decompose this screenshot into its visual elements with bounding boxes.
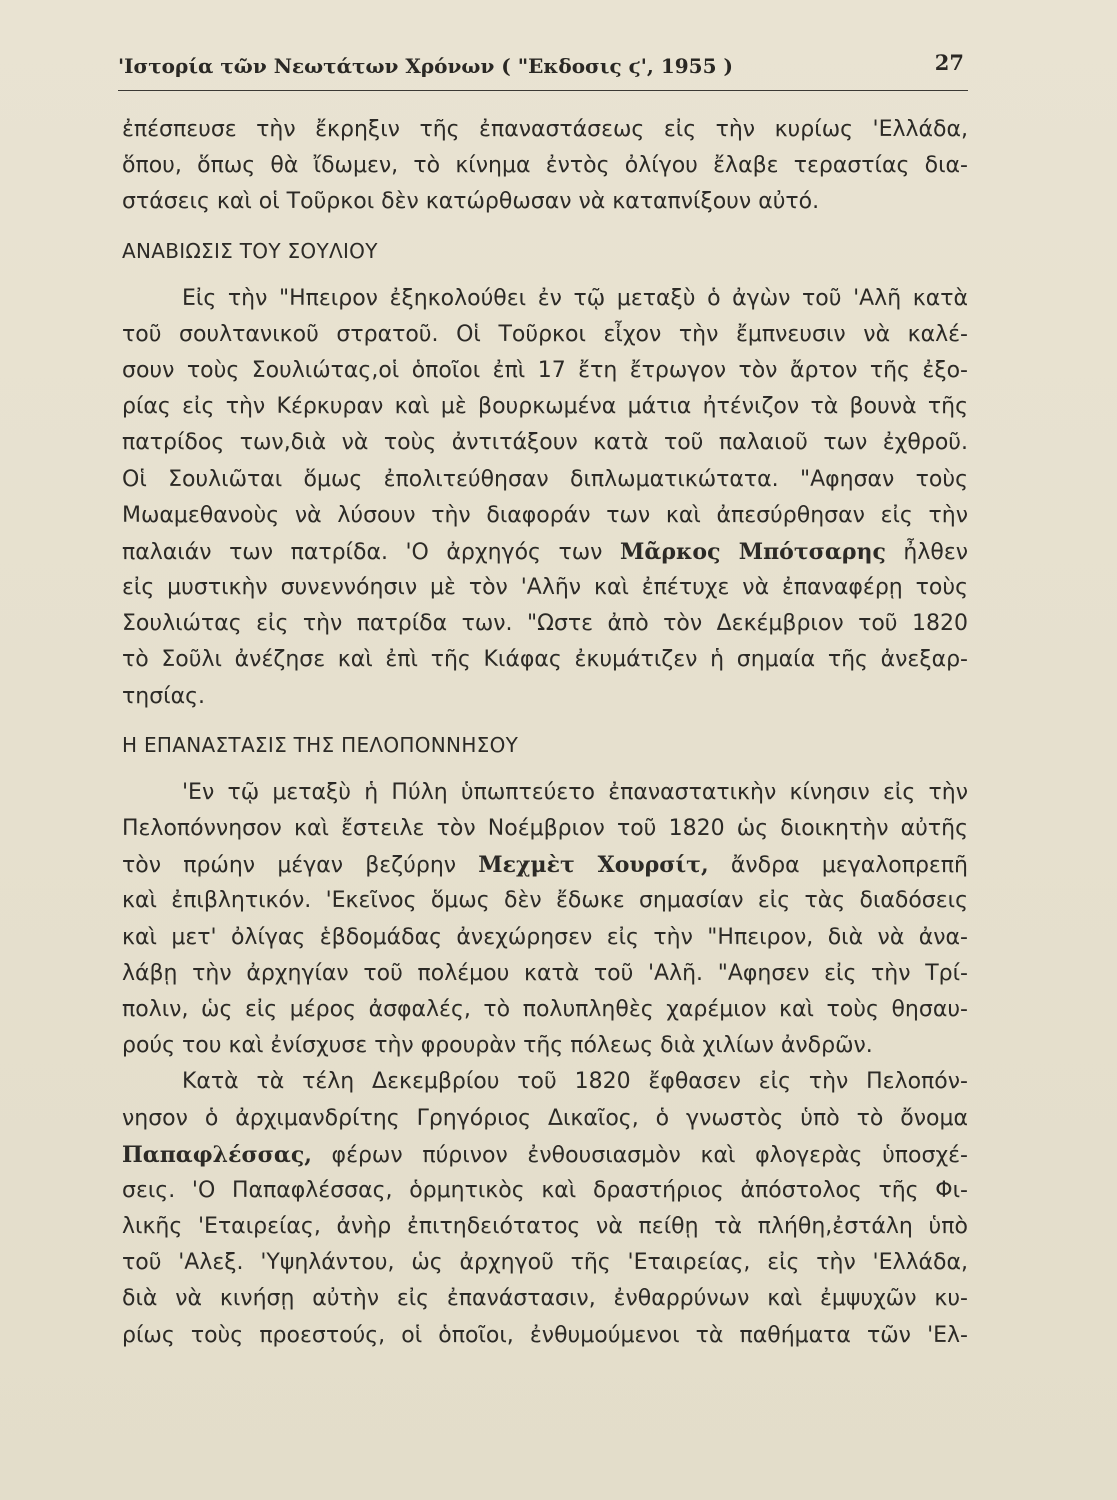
text-line: τὸ Σοῦλι ἀνέζησε καὶ ἐπὶ τῆς Κιάφας ἐκυμάτιζεν ἡ σημαία τῆς ἀνεξαρ- bbox=[122, 647, 968, 673]
page-number: 27 bbox=[934, 50, 964, 75]
text-run: τὸν πρώην μέγαν βεζύρην bbox=[122, 853, 479, 879]
text-line: ρούς του καὶ ἐνίσχυσε τὴν φρουρὰν τῆς πόλεως διὰ χιλίων ἀνδρῶν. bbox=[122, 1033, 873, 1059]
text-line: 'Εν τῷ μεταξὺ ἡ Πύλη ὑπωπτεύετο ἐπαναστατικὴν κίνησιν εἰς τὴν bbox=[182, 779, 968, 805]
text-line: καὶ ἐπιβλητικόν. 'Εκεῖνος ὅμως δὲν ἔδωκε σημασίαν εἰς τὰς διαδόσεις bbox=[122, 888, 968, 914]
text-line: εἰς μυστικὴν συνεννόησιν μὲ τὸν 'Αλῆν καὶ ἐπέτυχε νὰ ἐπαναφέρῃ τοὺς bbox=[122, 575, 968, 601]
text-line: πατρίδος των,διὰ νὰ τοὺς ἀντιτάξουν κατὰ τοῦ παλαιοῦ των ἐχθροῦ. bbox=[122, 430, 968, 456]
text-line: Σουλιώτας εἰς τὴν πατρίδα των. "Ωστε ἀπὸ τὸν Δεκέμβριον τοῦ 1820 bbox=[122, 611, 968, 637]
text-line: ὅπου, ὅπως θὰ ἴδωμεν, τὸ κίνημα ἐντὸς ὀλίγου ἔλαβε τεραστίας δια- bbox=[122, 153, 968, 179]
text-line: Εἰς τὴν "Ηπειρον ἐξηκολούθει ἐν τῷ μεταξὺ ὁ ἀγὼν τοῦ 'Αλῆ κατὰ bbox=[182, 285, 968, 311]
text-line: σεις. 'Ο Παπαφλέσσας, ὁρμητικὸς καὶ δραστήριος ἀπόστολος τῆς Φι- bbox=[122, 1177, 968, 1203]
text-run: παλαιάν των πατρίδα. 'Ο ἀρχηγός των bbox=[122, 539, 621, 565]
text-line: στάσεις καὶ οἱ Τοῦρκοι δὲν κατώρθωσαν νὰ καταπνίξουν αὐτό. bbox=[122, 189, 820, 215]
text-line: τοῦ σουλτανικοῦ στρατοῦ. Οἱ Τοῦρκοι εἶχον τὴν ἔμπνευσιν νὰ καλέ- bbox=[122, 321, 968, 347]
text-line: πολιν, ὡς εἰς μέρος ἀσφαλές, τὸ πολυπληθὲς χαρέμιον καὶ τοὺς θησαυ- bbox=[122, 996, 968, 1022]
text-line: καὶ μετ' ὀλίγας ἑβδομάδας ἀνεχώρησεν εἰς τὴν "Ηπειρον, διὰ νὰ ἀνα- bbox=[122, 924, 968, 950]
text-line: Οἱ Σουλιῶται ὅμως ἐπολιτεύθησαν διπλωματικώτατα. "Αφησαν τοὺς bbox=[122, 466, 968, 492]
section-heading-peloponnese: Η ΕΠΑΝΑΣΤΑΣΙΣ ΤΗΣ ΠΕΛΟΠΟΝΝΗΣΟΥ bbox=[122, 732, 519, 757]
person-name-botsaris: Μᾶρκος Μπότσαρης bbox=[620, 538, 886, 565]
text-line: νησον ὁ ἀρχιμανδρίτης Γρηγόριος Δικαῖος, ὁ γνωστὸς ὑπὸ τὸ ὄνομα bbox=[122, 1105, 968, 1131]
section-heading-souli: ΑΝΑΒΙΩΣΙΣ ΤΟΥ ΣΟΥΛΙΟΥ bbox=[122, 238, 378, 263]
text-line: ρίως τοὺς προεστούς, οἱ ὁποῖοι, ἐνθυμούμενοι τὰ παθήματα τῶν 'Ελ- bbox=[122, 1322, 968, 1348]
text-line bbox=[122, 1137, 968, 1173]
text-line: διὰ νὰ κινήσῃ αὐτὴν εἰς ἐπανάστασιν, ἐνθαρρύνων καὶ ἐμψυχῶν κυ- bbox=[122, 1286, 968, 1312]
person-name-hursit: Μεχμὲτ Χουρσίτ, bbox=[478, 852, 709, 879]
text-line: ρίας εἰς τὴν Κέρκυραν καὶ μὲ βουρκωμένα μάτια ἠτένιζον τὰ βουνὰ τῆς bbox=[122, 394, 968, 420]
text-line: Πελοπόννησον καὶ ἔστειλε τὸν Νοέμβριον τοῦ 1820 ὡς διοικητὴν αὐτῆς bbox=[122, 816, 968, 841]
text-line bbox=[122, 534, 968, 570]
text-line: λικῆς 'Εταιρείας, ἀνὴρ ἐπιτηδειότατος νὰ πείθῃ τὰ πλήθη,ἐστάλη ὑπὸ bbox=[122, 1214, 968, 1240]
text-run: φέρων πύρινον ἐνθουσιασμὸν καὶ φλογερὰς ὑποσχέ- bbox=[311, 1142, 968, 1168]
running-header bbox=[118, 50, 968, 91]
body-text bbox=[122, 112, 968, 1354]
text-line: τοῦ 'Αλεξ. 'Υψηλάντου, ὡς ἀρχηγοῦ τῆς 'Εταιρείας, εἰς τὴν 'Ελλάδα, bbox=[122, 1250, 968, 1276]
header-title: 'Ιστορία τῶν Νεωτάτων Χρόνων ( "Εκδοσις ϛ', 1955 ) bbox=[118, 54, 733, 78]
text-run: ἦλθεν bbox=[885, 539, 968, 565]
text-run: ἄνδρα μεγαλοπρεπῆ bbox=[708, 853, 968, 879]
text-line: σουν τοὺς Σουλιώτας,οἱ ὁποῖοι ἐπὶ 17 ἔτη ἔτρωγον τὸν ἄρτον τῆς ἐξο- bbox=[122, 357, 968, 383]
text-line: Μωαμεθανοὺς νὰ λύσουν τὴν διαφοράν των καὶ ἀπεσύρθησαν εἰς τὴν bbox=[122, 502, 968, 528]
text-line: τησίας. bbox=[122, 683, 205, 709]
text-line: λάβῃ τὴν ἀρχηγίαν τοῦ πολέμου κατὰ τοῦ 'Αλῆ. "Αφησεν εἰς τὴν Τρί- bbox=[122, 960, 968, 986]
person-name-papaflessas: Παπαφλέσσας, bbox=[122, 1141, 312, 1168]
text-line: Κατὰ τὰ τέλη Δεκεμβρίου τοῦ 1820 ἔφθασεν εἰς τὴν Πελοπόν- bbox=[182, 1069, 968, 1095]
text-line bbox=[122, 847, 968, 883]
text-line: ἐπέσπευσε τὴν ἔκρηξιν τῆς ἐπαναστάσεως εἰς τὴν κυρίως 'Ελλάδα, bbox=[122, 117, 968, 142]
